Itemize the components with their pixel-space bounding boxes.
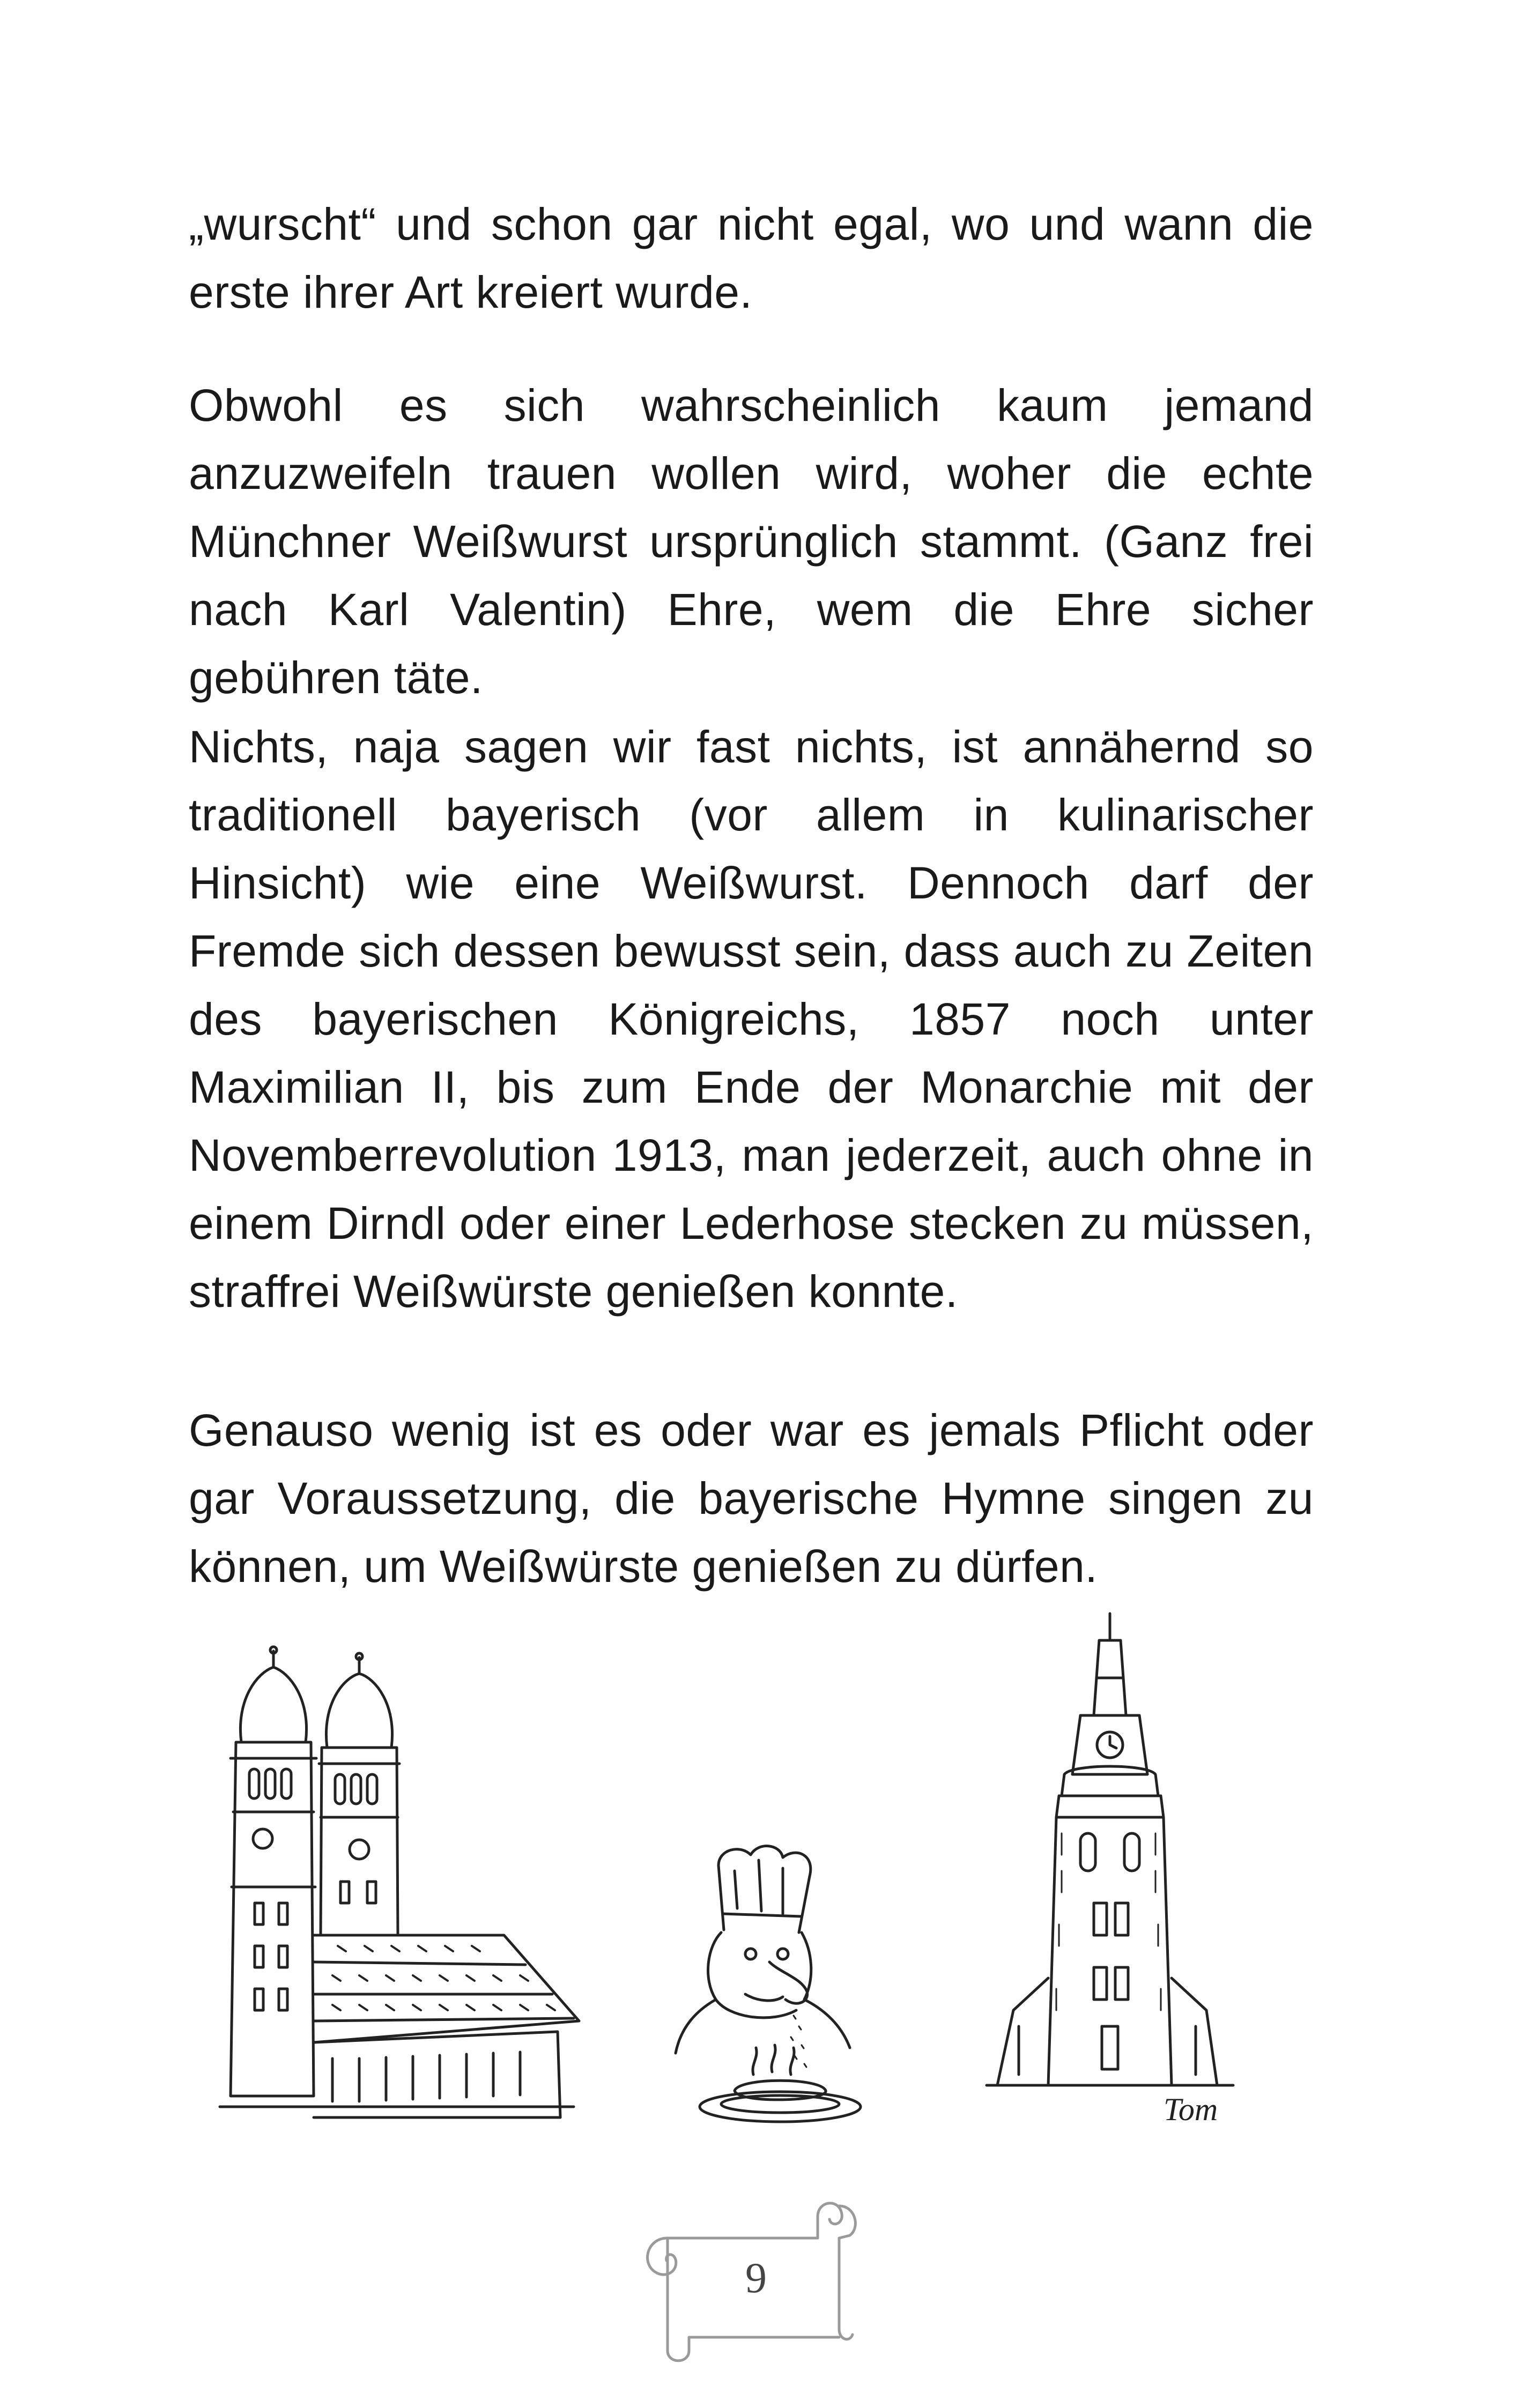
page-number: 9 <box>745 2255 767 2302</box>
paragraph-4: Genauso wenig ist es oder war es jemals Pflicht oder gar Voraussetzung, die bayerische Hymne singen zu können, um Weißwürste genießen zu dürfen. <box>189 1405 1314 1592</box>
paragraph-1: „wurscht“ und schon gar nicht egal, wo und wann die erste ihrer Art kreiert wurde. <box>189 199 1314 317</box>
paragraph-2: Obwohl es sich wahrscheinlich kaum jemand anzuzweifeln trauen wollen wird, woher die echte Münchner Weißwurst ursprünglich stammt. (Ganz frei nach Karl Valentin) Ehre, wem die Ehre sicher gebühren täte. <box>189 380 1314 703</box>
artist-signature: Tom <box>1164 2092 1218 2127</box>
paragraph-3: Nichts, naja sagen wir fast nichts, ist annähernd so traditionell bayerisch (vor allem in kulinarischer Hinsicht) wie eine Weißwurst. Dennoch darf der Fremde sich dessen bewusst sein, dass auch zu Zeiten des bayerischen Königreichs, 1857 noch unter Maximilian II, bis zum Ende der Monarchie mit der Novemberrevolution 1913, man jederzeit, auch ohne in einem Dirndl oder einer Lederhose stecken zu müssen, straffrei Weißwürste genießen konnte. <box>189 722 1314 1317</box>
alter-peter-drawing <box>965 1603 1276 2117</box>
cook-weisswurst-drawing <box>665 1839 890 2128</box>
illustration-row <box>204 1603 1276 2155</box>
frauenkirche-drawing <box>204 1635 590 2128</box>
